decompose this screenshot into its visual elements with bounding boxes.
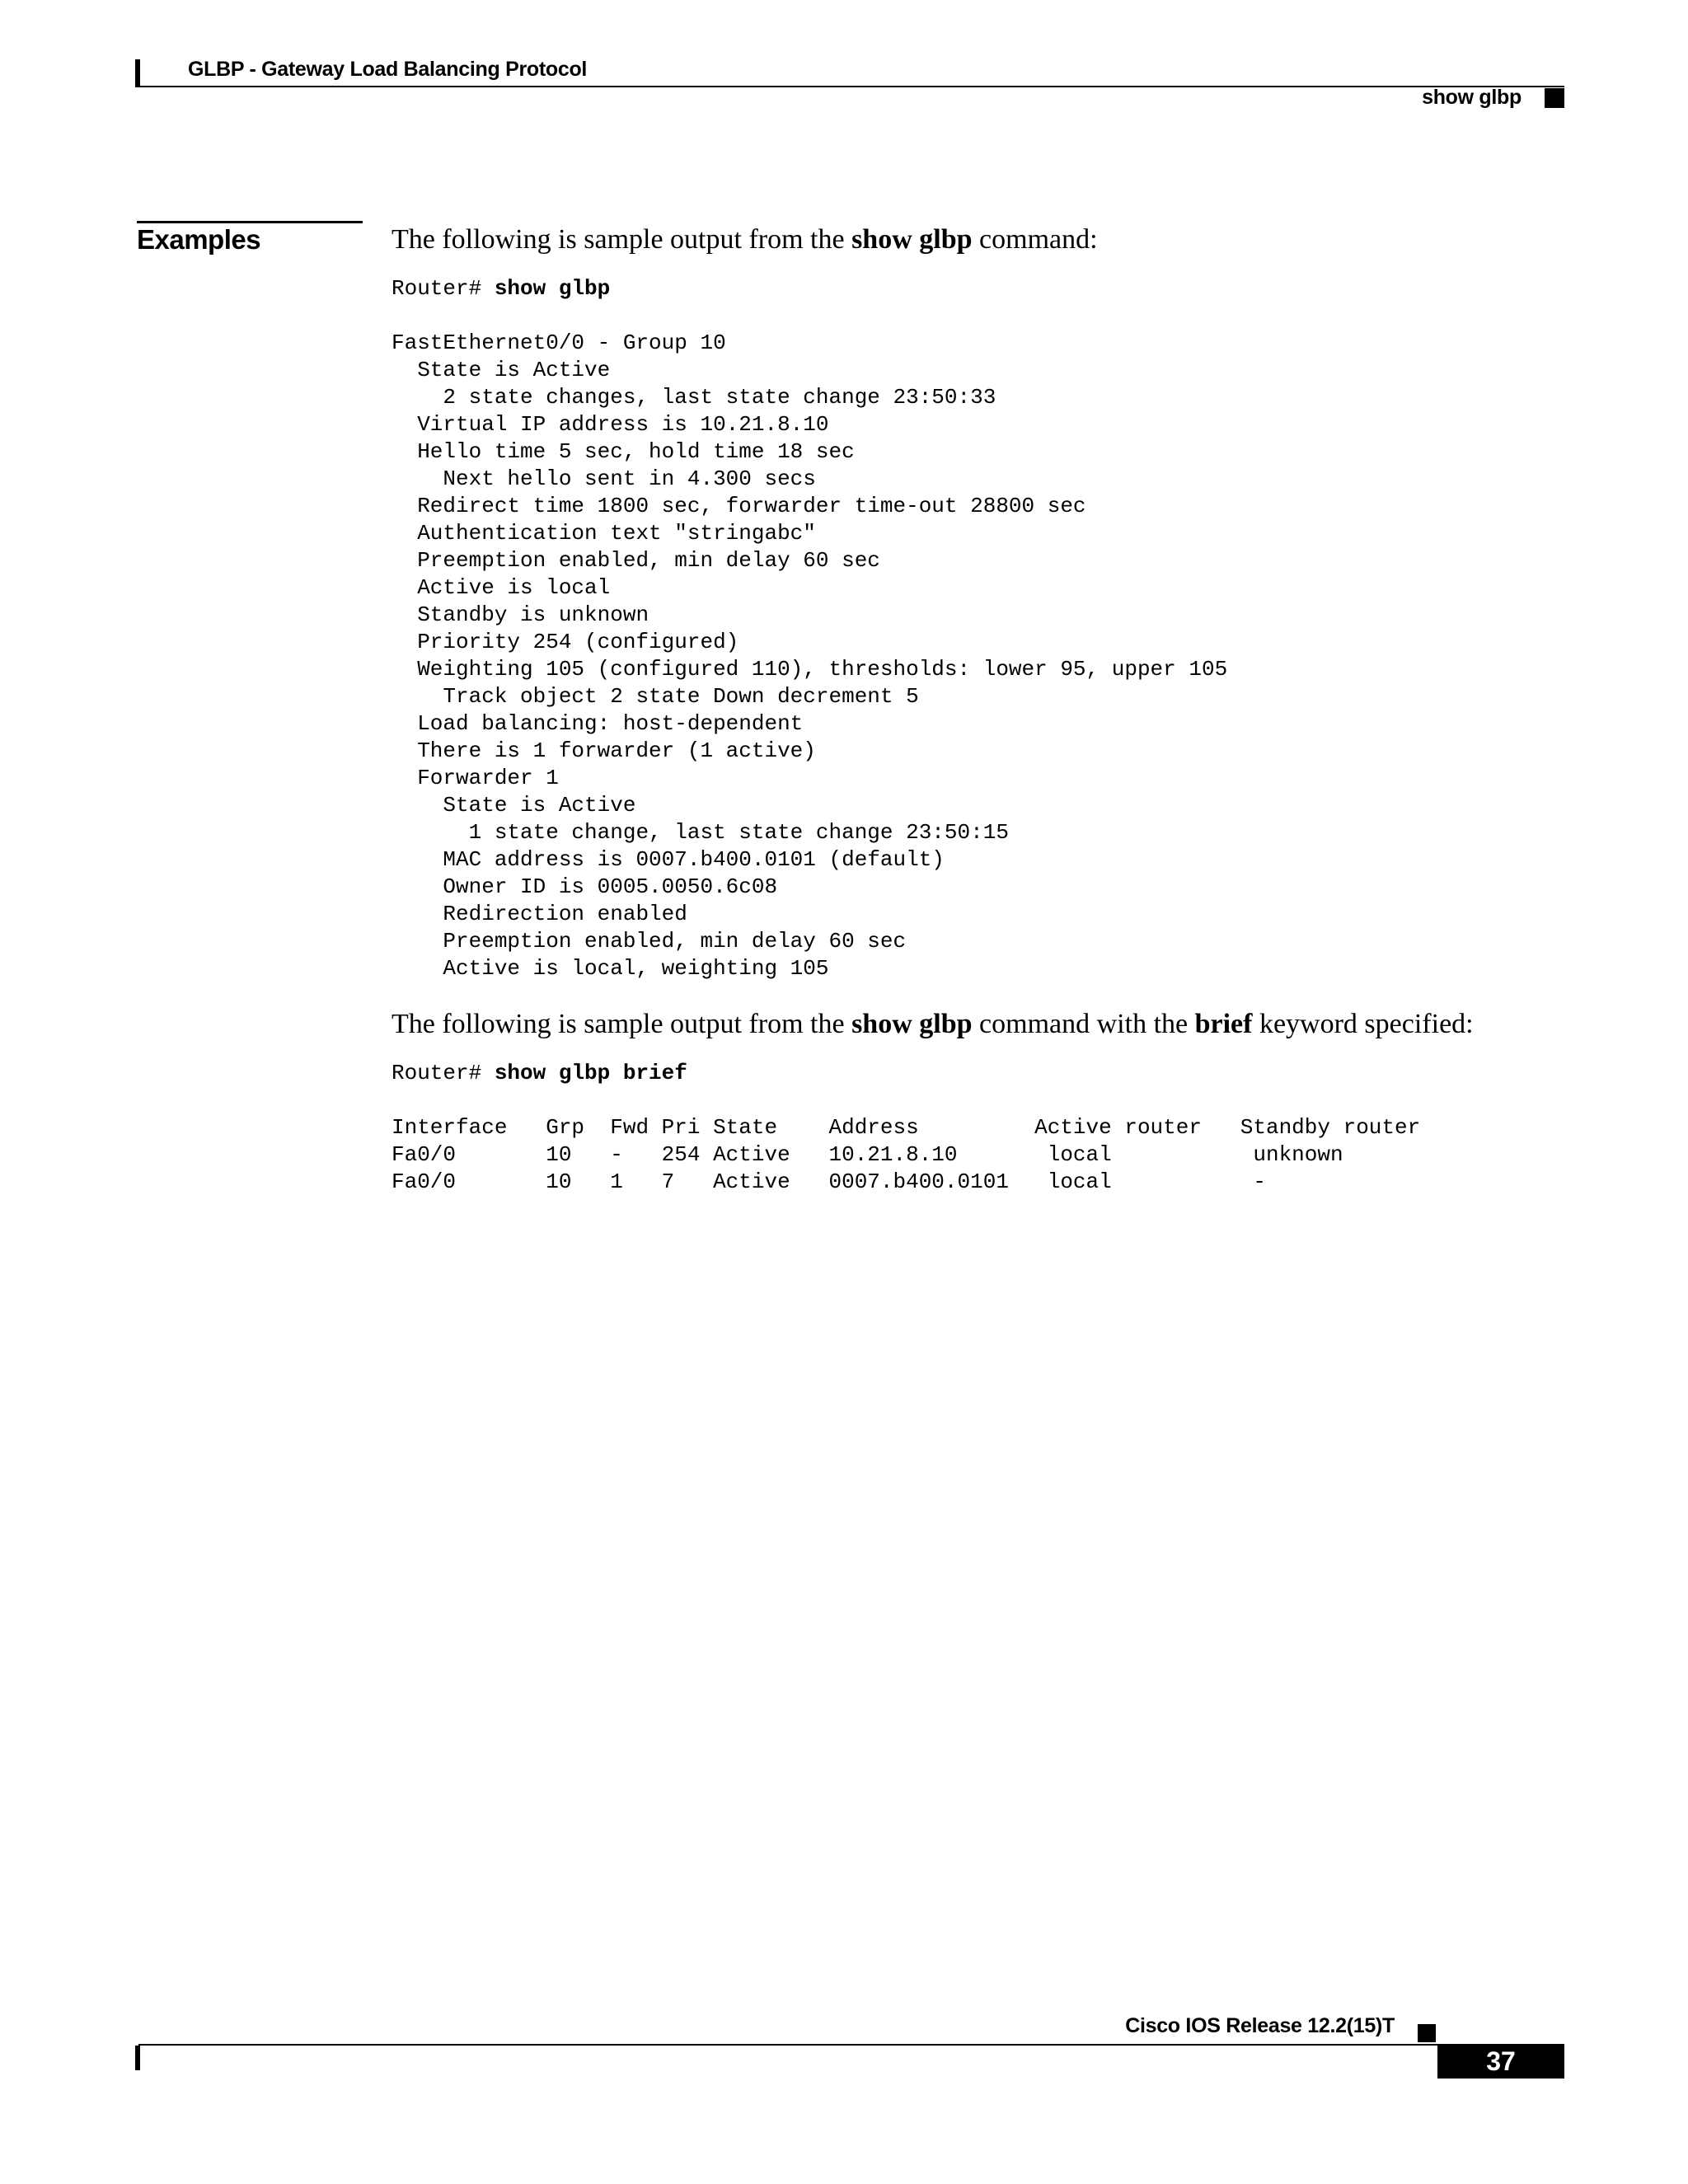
page-number: 37 <box>1437 2044 1564 2079</box>
command-2: show glbp brief <box>494 1061 687 1085</box>
examples-rule <box>137 221 363 223</box>
intro-1-text-after: command: <box>972 224 1098 255</box>
prompt-1: Router# <box>392 276 495 301</box>
footer-left-bar <box>135 2046 140 2070</box>
intro-2-text-middle: command with the <box>972 1009 1195 1039</box>
command-line-2 <box>392 1060 1587 1087</box>
footer-release: Cisco IOS Release 12.2(15)T <box>1125 2014 1395 2037</box>
running-header-section: show glbp <box>1422 86 1522 109</box>
command-output-1: FastEthernet0/0 - Group 10 State is Active 2 state changes, last state change 23:50:33 Virtual IP address is 10.21.8.10 Hello time 5 sec, hold time 18 sec Next hello sent in 4.300 secs Redirect time 1800 sec, forwarder time-out 28800 sec Authentication text "stringabc" Preemption enabled, min delay 60 sec Active is local Standby is unknown Priority 254 (configured) Weighting 105 (configured 110), thresholds: lower 95, upper 105 Track object 2 state Down decrement 5 Load balancing: host-dependent There is 1 forwarder (1 active) Forwarder 1 State is Active 1 state change, last state change 23:50:15 MAC address is 0007.b400.0101 (default) Owner ID is 0005.0050.6c08 Redirection enabled Preemption enabled, min delay 60 sec Active is local, weighting 105 <box>392 330 1228 981</box>
intro-2-text-after: keyword specified: <box>1252 1009 1474 1039</box>
header-square-marker <box>1545 88 1564 108</box>
header-left-bar <box>135 59 140 87</box>
footer-rule <box>138 2044 1564 2046</box>
examples-heading: Examples <box>137 224 261 255</box>
intro-2-command: show glbp <box>851 1009 973 1039</box>
command-line-1 <box>392 275 1587 302</box>
prompt-2: Router# <box>392 1061 495 1085</box>
command-output-2: Interface Grp Fwd Pri State Address Active router Standby router Fa0/0 10 - 254 Active 10.21.8.10 local unknown Fa0/0 10 1 7 Active 0007.b400.0101 local - <box>392 1115 1421 1194</box>
intro-2-keyword: brief <box>1194 1009 1253 1039</box>
header-rule <box>138 86 1564 87</box>
command-1: show glbp <box>494 276 611 301</box>
footer-square-marker <box>1418 2024 1436 2042</box>
intro-1-text-before: The following is sample output from the <box>392 224 852 255</box>
intro-paragraph-2 <box>392 1007 1587 1042</box>
running-header-title: GLBP - Gateway Load Balancing Protocol <box>188 58 588 81</box>
main-content <box>392 223 1587 1196</box>
intro-1-command: show glbp <box>851 224 973 255</box>
intro-2-text-before: The following is sample output from the <box>392 1009 852 1039</box>
intro-paragraph-1 <box>392 223 1587 257</box>
